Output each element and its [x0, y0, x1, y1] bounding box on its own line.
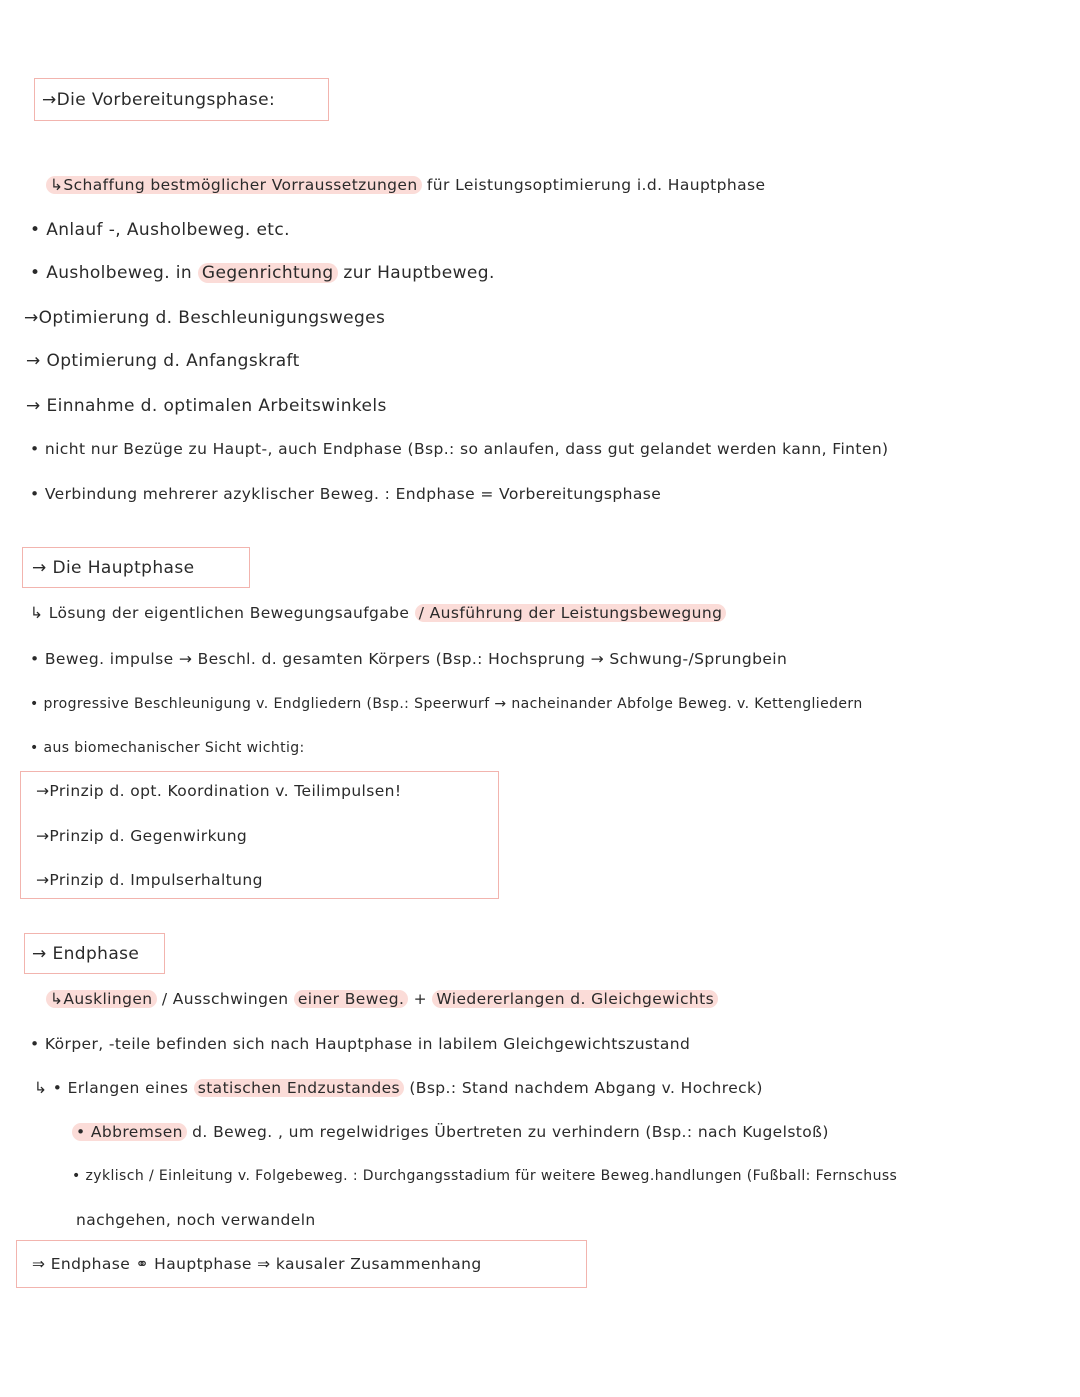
end-phase-line-3-a: ↳ • Erlangen eines: [34, 1079, 194, 1097]
main-phase-line-1-highlight: / Ausführung der Leistungsbewegung: [415, 604, 727, 622]
end-phase-line-1-b: +: [408, 990, 433, 1008]
end-phase-line-6: nachgehen, noch verwandeln: [76, 1211, 316, 1229]
main-phase-line-1: [30, 602, 726, 624]
end-phase-line-4-b: d. Beweg. , um regelwidriges Übertreten zu verhindern (Bsp.: nach Kugelstoß): [186, 1123, 829, 1141]
preparation-line-3-a: • Ausholbeweg. in: [30, 263, 198, 283]
principle-1: →Prinzip d. opt. Koordination v. Teilimpulsen!: [36, 782, 402, 800]
main-phase-line-1-a: ↳ Lösung der eigentlichen Bewegungsaufgabe: [30, 604, 415, 622]
end-phase-line-2: • Körper, -teile befinden sich nach Hauptphase in labilem Gleichgewichtszustand: [30, 1035, 691, 1053]
principle-2: →Prinzip d. Gegenwirkung: [36, 827, 248, 845]
preparation-line-1-highlight: ↳Schaffung bestmöglicher Vorraussetzungen: [46, 176, 422, 194]
main-phase-line-2: • Beweg. impulse → Beschl. d. gesamten Körpers (Bsp.: Hochsprung → Schwung-/Sprungbein: [30, 650, 788, 668]
preparation-line-3-highlight: Gegenrichtung: [198, 263, 338, 283]
end-phase-line-4-highlight: • Abbremsen: [72, 1123, 187, 1141]
end-phase-line-1-highlight-1: ↳Ausklingen: [46, 990, 157, 1008]
preparation-line-4: →Optimierung d. Beschleunigungsweges: [24, 308, 386, 328]
preparation-line-3-b: zur Hauptbeweg.: [337, 263, 495, 283]
principle-3: →Prinzip d. Impulserhaltung: [36, 871, 263, 889]
preparation-line-6: → Einnahme d. optimalen Arbeitswinkels: [26, 396, 387, 416]
summary-line: ⇒ Endphase ⚭ Hauptphase ⇒ kausaler Zusammenhang: [32, 1255, 482, 1273]
preparation-line-3: [30, 262, 495, 284]
preparation-line-1-rest: für Leistungsoptimierung i.d. Hauptphase: [421, 176, 766, 194]
end-phase-line-4: [72, 1121, 829, 1143]
end-phase-line-5: • zyklisch / Einleitung v. Folgebeweg. : Durchgangsstadium für weitere Beweg.handlungen (Fußball: Fernschuss: [72, 1168, 898, 1184]
end-phase-line-3: [34, 1077, 763, 1099]
main-phase-line-3: • progressive Beschleunigung v. Endgliedern (Bsp.: Speerwurf → nacheinander Abfolge Beweg. v. Kettengliedern: [30, 696, 863, 712]
preparation-heading: →Die Vorbereitungsphase:: [42, 90, 276, 110]
main-phase-line-4: • aus biomechanischer Sicht wichtig:: [30, 740, 305, 756]
end-phase-line-1-highlight-2: einer Beweg.: [294, 990, 408, 1008]
preparation-line-5: → Optimierung d. Anfangskraft: [26, 351, 300, 371]
end-phase-line-3-highlight: statischen Endzustandes: [194, 1079, 404, 1097]
preparation-line-2: • Anlauf -, Ausholbeweg. etc.: [30, 220, 290, 240]
end-phase-line-1: [46, 988, 718, 1010]
end-phase-line-1-a: / Ausschwingen: [156, 990, 294, 1008]
end-phase-line-3-b: (Bsp.: Stand nachdem Abgang v. Hochreck): [404, 1079, 763, 1097]
end-phase-heading: → Endphase: [32, 944, 140, 964]
end-phase-line-1-highlight-3: Wiedererlangen d. Gleichgewichts: [432, 990, 718, 1008]
preparation-line-7: • nicht nur Bezüge zu Haupt-, auch Endphase (Bsp.: so anlaufen, dass gut gelandet werden kann, Finten): [30, 440, 889, 458]
main-phase-heading: → Die Hauptphase: [32, 558, 195, 578]
preparation-line-8: • Verbindung mehrerer azyklischer Beweg. : Endphase = Vorbereitungsphase: [30, 485, 662, 503]
preparation-line-1: [46, 174, 765, 196]
